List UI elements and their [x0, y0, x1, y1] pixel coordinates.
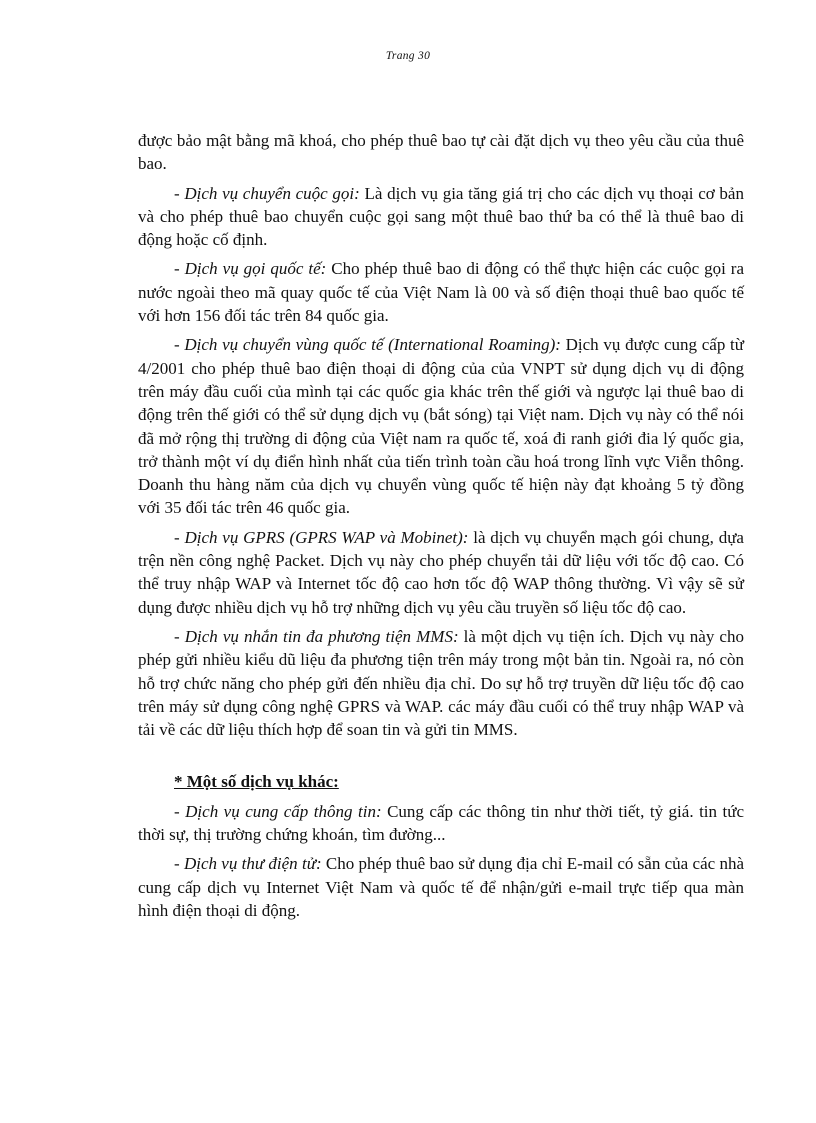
paragraph-text: được bảo mật bằng mã khoá, cho phép thuê bao tự cài đặt dịch vụ theo yêu cầu của thuê bao. [138, 131, 744, 174]
paragraph-text: là dịch vụ chuyển mạch gói chung, dựa trện nền công nghệ Packet. Dịch vụ này cho phép chuyển tải dữ liệu với tốc độ cao. Có thể truy nhập WAP và Internet tốc độ cao hơn tốc độ WAP thông thường. Vì vậy sẽ sử dụng được nhiều dịch vụ hỗ trợ những dịch vụ yêu cầu truyền số liệu tốc độ cao. [138, 527, 744, 617]
term-international-roaming: - Dịch vụ chuyển vùng quốc tế (International Roaming): [174, 335, 561, 355]
paragraph-text: Cung cấp các thông tin như thời tiết, tỷ giá. tin tức thời sự, thị trường chứng khoán, tìm đường... [138, 801, 744, 845]
paragraph-continuation [138, 129, 744, 176]
paragraph-mms [138, 625, 744, 741]
paragraph-gprs [138, 526, 744, 619]
page-number-header: Trang 30 [385, 50, 431, 62]
term-international-call: - Dịch vụ gọi quốc tế: [174, 259, 327, 279]
term-call-forwarding: - Dịch vụ chuyển cuộc gọi: [174, 183, 360, 203]
term-email-service: - Dịch vụ thư điện tử: [174, 854, 322, 874]
paragraph-text: Cho phép thuê bao di động có thể thực hiện các cuộc gọi ra nước ngoài theo mã quay quốc tế của Việt Nam là 00 và số điện thoại thuê bao quốc tế với hơn 156 đối tác trên 84 quốc gia. [138, 259, 744, 326]
section-heading-other-services: * Một số dịch vụ khác: [174, 772, 339, 792]
paragraph-international-call [138, 257, 744, 327]
paragraph-international-roaming [138, 333, 744, 519]
paragraph-text: Cho phép thuê bao sử dụng địa chỉ E-mail có sẵn của các nhà cung cấp dịch vụ Internet Việt Nam và quốc tế để nhận/gửi e-mail trực tiếp qua màn hình điện thoại di động. [138, 854, 744, 920]
term-gprs: - Dịch vụ GPRS (GPRS WAP và Mobinet): [174, 527, 469, 547]
paragraph-text: Dịch vụ được cung cấp từ 4/2001 cho phép thuê bao điện thoại di động của của VNPT sử dụng dịch vụ di động trên máy đầu cuối của mình tại các quốc gia khác trên thế giới và ngược lại thuê bao di động trên thế giới có thể sử dụng dịch vụ (bắt sóng) tại Việt nam. Dịch vụ này có thể nói đã mở rộng thị trường di động của Việt nam ra quốc tế, xoá đi ranh giới đia lý quốc gia, trở thành một ví dụ điển hình nhất của tiến trình toàn cầu hoá trong lĩnh vực Viễn thông. Doanh thu hàng năm của dịch vụ chuyển vùng quốc tế hiện này đạt khoảng 5 tỷ đồng với 35 đối tác trên 46 quốc gia. [138, 335, 744, 518]
paragraph-information-service [138, 800, 744, 847]
paragraph-email-service [138, 852, 744, 922]
term-mms: - Dịch vụ nhắn tin đa phương tiện MMS: [174, 626, 459, 646]
term-information-service: - Dịch vụ cung cấp thông tin: [174, 801, 382, 821]
paragraph-call-forwarding [138, 182, 744, 252]
paragraph-text: Là dịch vụ gia tăng giá trị cho các dịch vụ thoại cơ bản và cho phép thuê bao chuyển cuộc gọi sang một thuê bao thứ ba có thể là thuê bao di động hoặc cố định. [138, 183, 744, 250]
paragraph-text: là một dịch vụ tiện ích. Dịch vụ này cho phép gửi nhiều kiểu dũ liệu đa phương tiện trên máy trong một bản tin. Ngoài ra, nó còn hỗ trợ chức năng cho phép gửi đến nhiều địa chỉ. Do sự hỗ trợ truyền dữ liệu tốc độ cao trên máy sử dụng công nghệ GPRS và WAP. các máy đầu cuối có thể truy nhập WAP và tải về các dữ liệu thích hợp để soan tin và gửi tin MMS. [138, 626, 744, 740]
document-body [138, 129, 744, 928]
